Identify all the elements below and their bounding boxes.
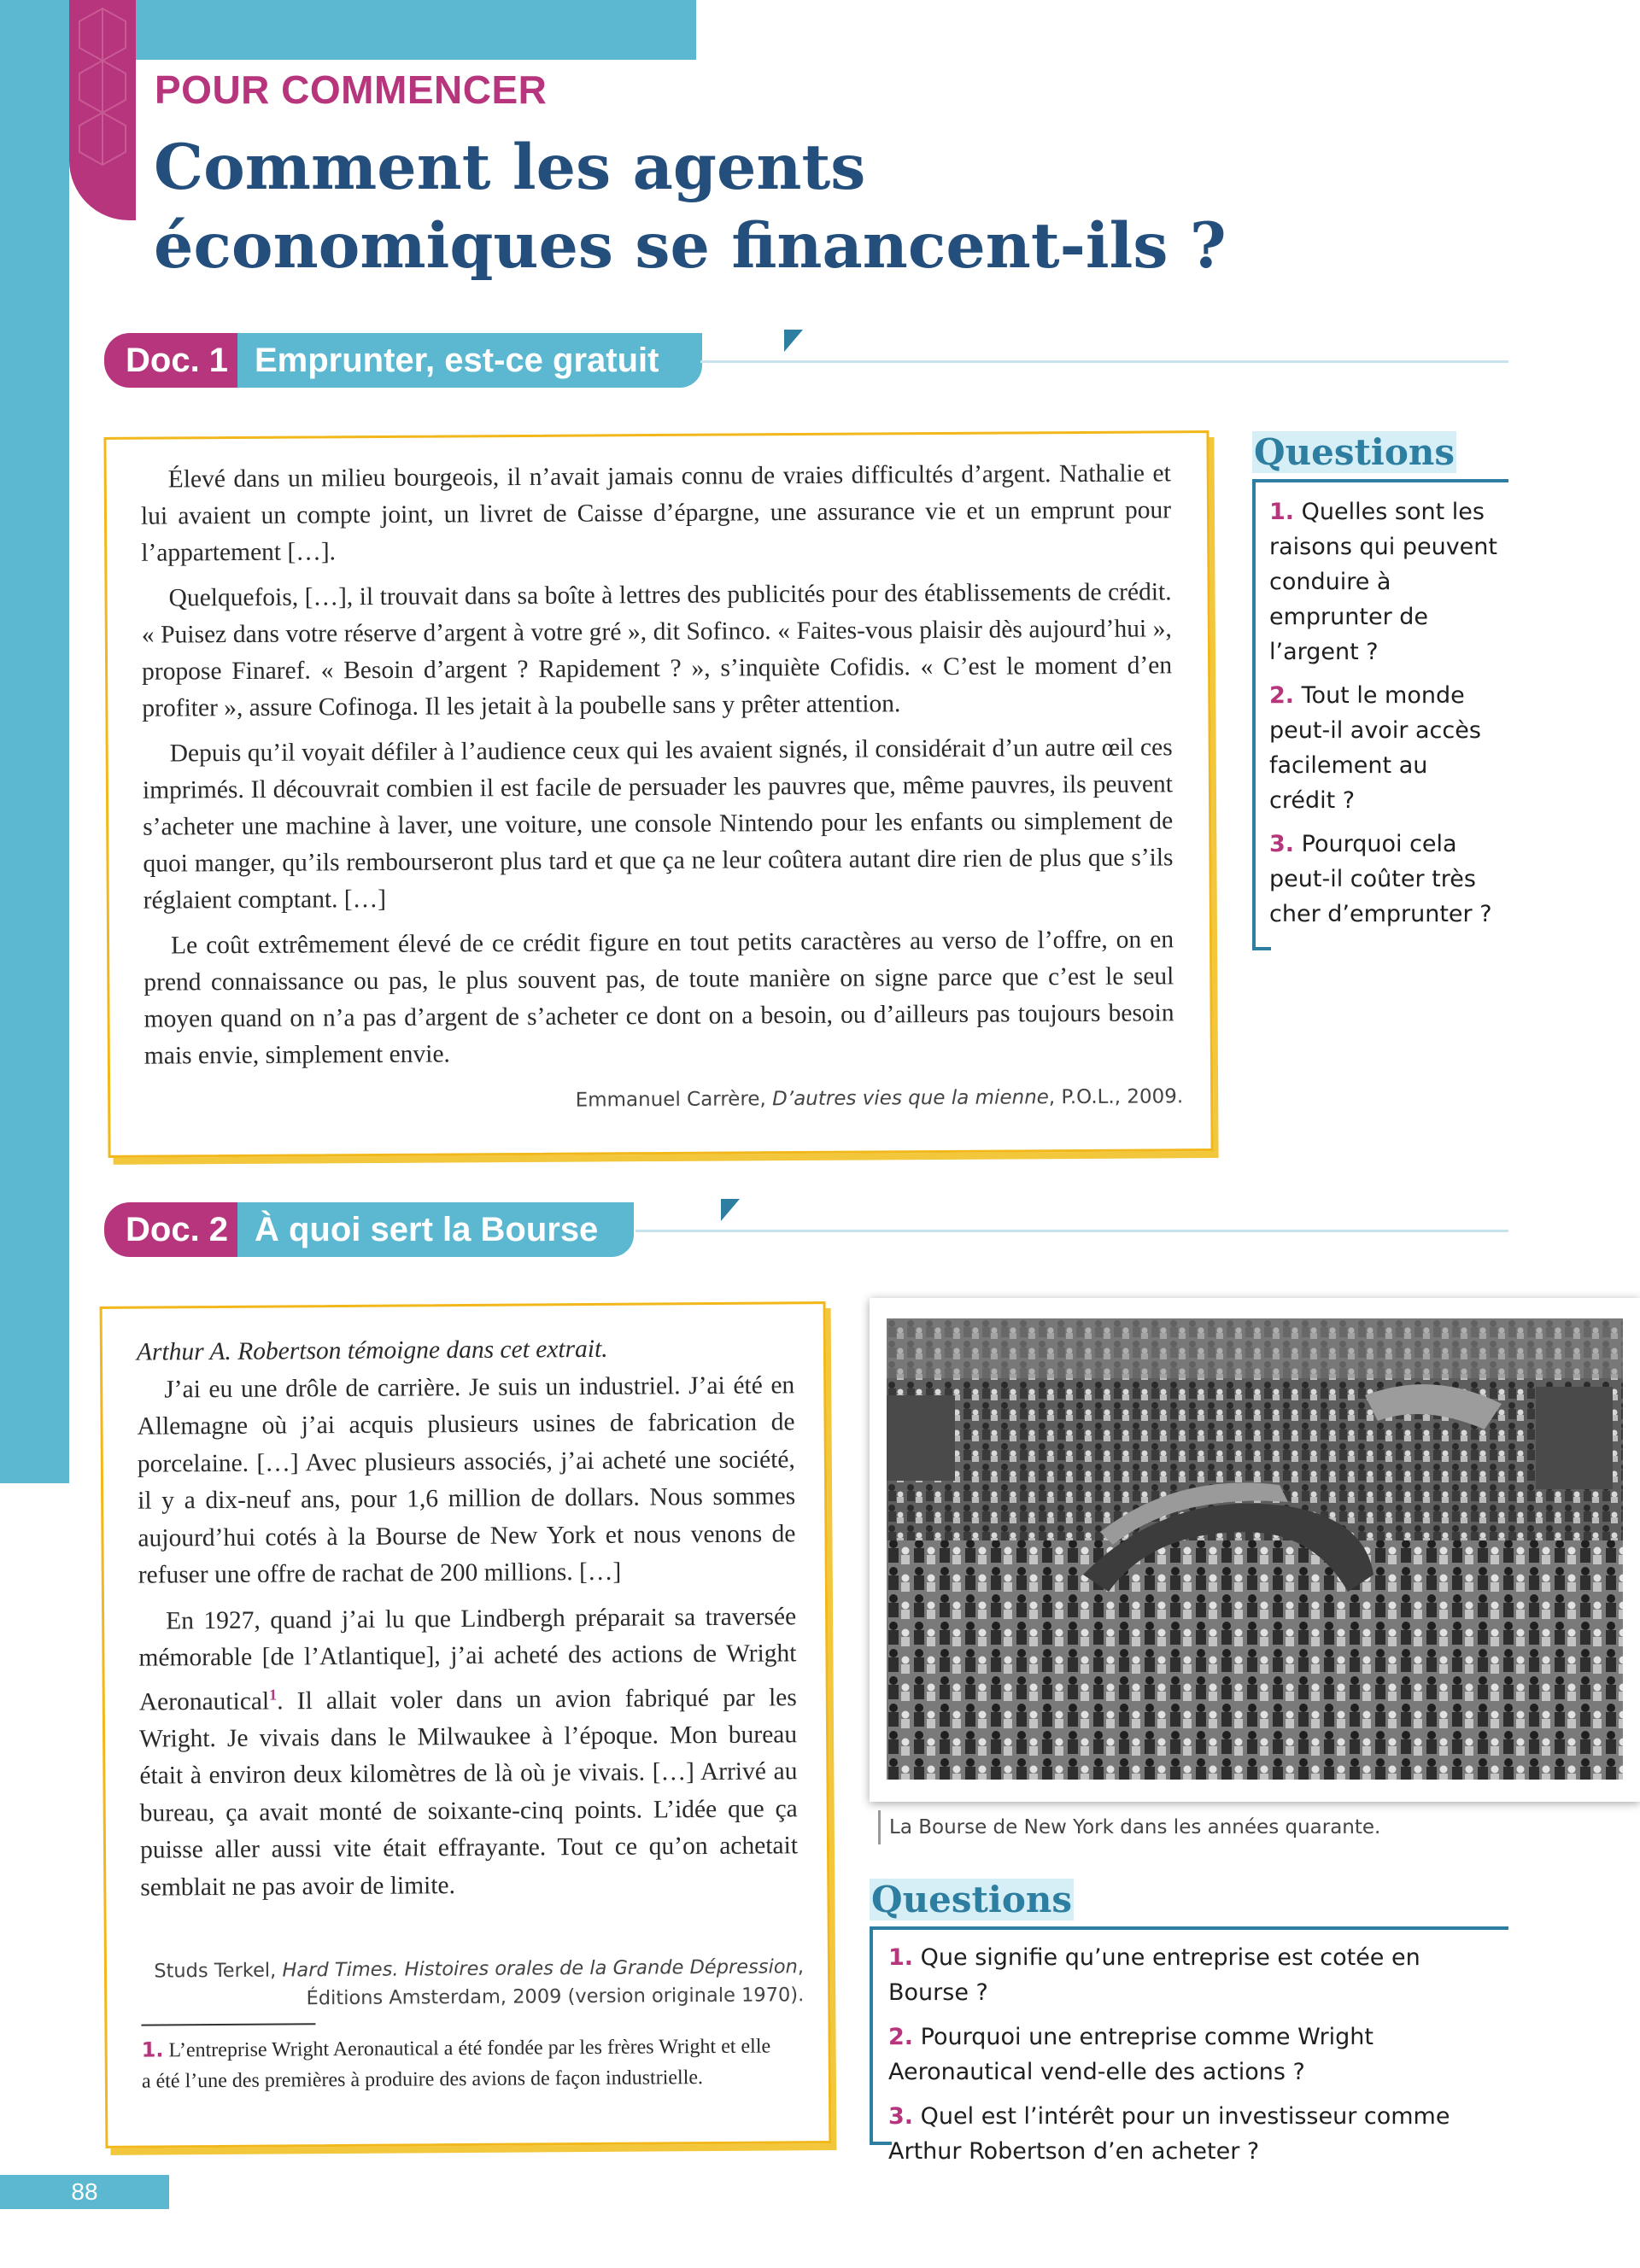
stock-exchange-photo — [887, 1318, 1623, 1780]
question-number: 2. — [1269, 682, 1295, 709]
doc1-paragraph: Quelquefois, […], il trouvait dans sa boîte à lettres des publicités pour des établissements de crédit. « Puisez dans votre réserve d’argent à votre gré », dit Sofinco. « Faites-vous plaisir dès aujourd’hui », propose Finaref. « Besoin d’argent ? Rapidement ? », s’inquiète Cofidis. « C’est le moment d’en profiter », assure Cofinoga. Il les jetait à la poubelle sans y prêter attention. — [141, 578, 1173, 722]
photo-illustration — [887, 1318, 1623, 1780]
page-title: Comment les agents économiques se financent-ils ? — [154, 131, 1227, 283]
question-text: Quel est l’intérêt pour un investisseur comme Arthur Robertson d’en acheter ? — [888, 2103, 1450, 2165]
doc1-body — [141, 455, 1174, 1083]
question-number: 3. — [888, 2103, 914, 2130]
doc1-paragraph: Élevé dans un milieu bourgeois, il n’avait jamais connu de vraies difficultés d’argent. Nathalie et lui avaient un compte joint, un livret de Caisse d’épargne, une assurance vie et un emprunt pour l’appartement […]. — [140, 459, 1172, 567]
question-text: Tout le monde peut-il avoir accès facilement au crédit ? — [1269, 682, 1481, 814]
doc2-number: Doc. 2 — [104, 1202, 249, 1257]
side-color-band — [0, 0, 69, 1483]
chapter-tab — [69, 0, 136, 220]
question-item — [888, 2020, 1503, 2090]
footnote-text: L’entreprise Wright Aeronautical a été fondée par les frères Wright et elle a été l’une des premières à produire des avions de façon industrielle. — [141, 2035, 771, 2093]
question-number: 2. — [888, 2024, 914, 2050]
doc2-questions-title: Questions — [871, 1879, 1073, 1920]
doc2-questions — [870, 1879, 1508, 2165]
doc2-paragraph-part: En 1927, quand j’ai lu que Lindbergh préparait sa traversée mémorable [de l’Atlantique], j’ai acheté des actions de Wright Aeronautical — [138, 1602, 797, 1716]
question-item — [888, 2099, 1503, 2169]
doc2-title: À quoi sert la Bourse ? — [237, 1202, 634, 1257]
doc1-title: Emprunter, est-ce gratuit ? — [237, 333, 702, 388]
doc1-paragraph: Depuis qu’il voyait défiler à l’audience ceux qui les avaient signés, il considérait d’un autre œil ces imprimés. Il découvrait combien il est facile de persuader les pauvres que, même pauvres, ils peuvent s’acheter une machine à laver, une voiture, une console Nintendo pour les enfants ou simplement de quoi manger, qu’ils rembourseront plus tard et que ça ne leur coûtera autant dire rien de plus que s’ils réglaient comptant. […] — [142, 734, 1174, 915]
doc2-intro: Arthur A. Robertson témoigne dans cet extrait. — [136, 1335, 608, 1366]
questions-left-rule — [1252, 479, 1256, 950]
doc1-source-author: Emmanuel Carrère, — [575, 1088, 773, 1112]
doc2-source-punct: , — [797, 1955, 805, 1979]
footnote — [142, 2030, 774, 2096]
question-item — [1269, 494, 1500, 669]
top-color-band — [69, 0, 696, 60]
footnote-marker: 1 — [269, 1686, 278, 1704]
question-number: 1. — [888, 1944, 914, 1971]
question-number: 3. — [1269, 831, 1295, 857]
doc2-body — [137, 1330, 799, 1907]
questions-end-tick — [1252, 947, 1271, 950]
doc1-source-publisher: , P.O.L., 2009. — [1048, 1085, 1184, 1109]
doc1-header — [104, 333, 702, 434]
doc2-source-author: Studs Terkel, — [154, 1959, 283, 1983]
doc1-questions — [1252, 431, 1508, 952]
question-item — [1269, 678, 1500, 818]
question-item — [888, 1940, 1503, 2010]
doc2-rule — [636, 1230, 1508, 1232]
doc1-questions-title: Questions — [1254, 431, 1456, 473]
doc1-rule — [700, 360, 1508, 363]
doc1-text-box — [103, 430, 1213, 1158]
question-text: Pourquoi une entreprise comme Wright Aeronautical vend-elle des actions ? — [888, 2024, 1374, 2085]
doc2-source — [154, 1953, 804, 2014]
doc2-source-work: Hard Times. Histoires orales de la Grande Dépression — [282, 1955, 798, 1982]
photo-card — [870, 1298, 1640, 1802]
hexagon-pattern-icon — [69, 0, 136, 220]
questions-left-rule — [870, 1926, 873, 2145]
corner-triangle-icon — [784, 330, 803, 352]
doc2-paragraph-part: . Il allait voler dans un avion fabriqué par les Wright. Je vivais dans le Milwaukee à l’époque. Mon bureau était à environ deux kilomètres de là où je vivais. […] Arrivé au bureau, ça avait monté de soixante-cinq points. L’idée que ça puisse aller aussi vite était effrayante. Tout ce qu’on achetait semblait ne pas avoir de limite. — [138, 1683, 799, 1902]
question-text: Quelles sont les raisons qui peuvent conduire à emprunter de l’argent ? — [1269, 499, 1497, 665]
questions-rule — [1252, 479, 1508, 482]
doc2-text-box — [100, 1301, 832, 2148]
doc2-paragraph — [138, 1599, 798, 1907]
question-text: Que signifie qu’une entreprise est cotée en Bourse ? — [888, 1944, 1420, 2006]
footnote-divider — [141, 2023, 315, 2025]
question-text: Pourquoi cela peut-il coûter très cher d’emprunter ? — [1269, 831, 1492, 927]
doc1-source-work: D’autres vies que la mienne — [772, 1086, 1049, 1111]
questions-rule — [870, 1926, 1508, 1930]
footnote-number: 1. — [141, 2037, 164, 2062]
corner-triangle-icon — [721, 1199, 740, 1221]
doc2-paragraph: J’ai eu une drôle de carrière. Je suis un industriel. J’ai été en Allemagne où j’ai acquis plusieurs usines de fabrication de porcelaine. […] Avec plusieurs associés, j’ai acheté une société, il y a dix-neuf ans, pour 1,6 million de dollars. Nous sommes aujourd’hui cotés à la Bourse de New York et nous venons de refuser une offre de rachat de 200 millions. […] — [137, 1371, 796, 1589]
doc2-header — [104, 1202, 634, 1303]
page-number: 88 — [0, 2175, 169, 2209]
question-number: 1. — [1269, 499, 1295, 525]
question-item — [1269, 827, 1500, 932]
photo-caption: La Bourse de New York dans les années quarante. — [878, 1810, 1380, 1844]
doc1-source — [576, 1085, 1184, 1111]
doc2-source-publisher: Éditions Amsterdam, 2009 (version originale 1970). — [306, 1984, 805, 2010]
doc1-paragraph: Le coût extrêmement élevé de ce crédit figure en tout petits caractères au verso de l’offre, on en prend connaissance ou pas, le plus souvent pas, de toute manière on signe parce que c’est le seul moyen quand on n’a pas d’argent de s’acheter ce dont on a besoin, ou d’ailleurs pas toujours besoin mais envie, simplement envie. — [144, 926, 1174, 1070]
doc1-number: Doc. 1 — [104, 333, 249, 388]
section-kicker: POUR COMMENCER — [155, 67, 548, 112]
